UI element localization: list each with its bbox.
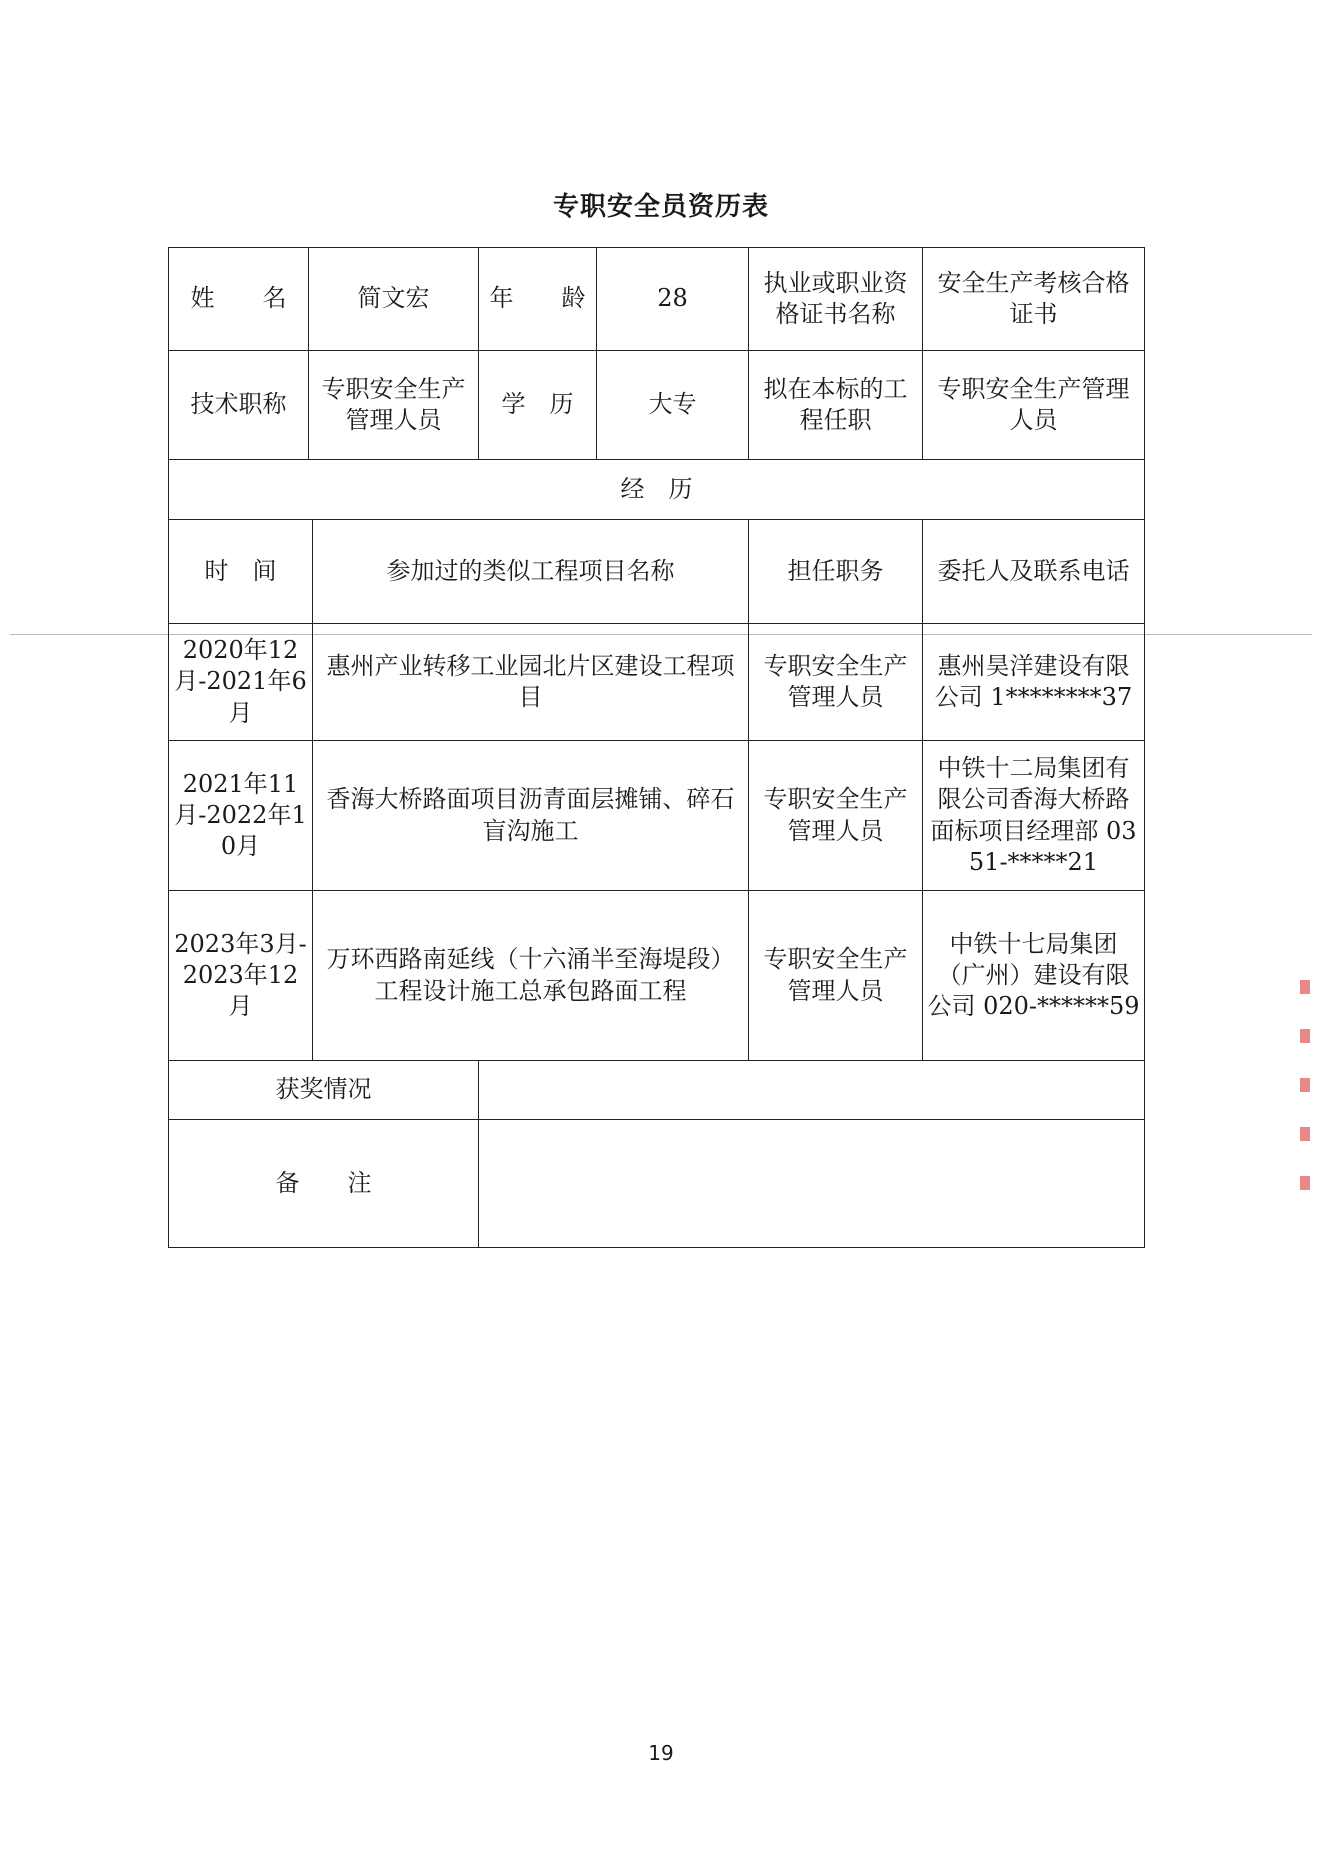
awards-row — [169, 1061, 1145, 1120]
remarks-label: 备 注 — [169, 1120, 479, 1248]
experience-time: 2021年11月-2022年10月 — [169, 741, 313, 891]
experience-project: 万环西路南延线（十六涌半至海堤段）工程设计施工总承包路面工程 — [313, 891, 749, 1061]
age-label: 年 龄 — [479, 248, 597, 351]
table-row — [169, 891, 1145, 1061]
time-header: 时 间 — [169, 520, 313, 624]
title-label: 技术职称 — [169, 351, 309, 460]
remarks-value — [479, 1120, 1145, 1248]
stamp-mark — [1300, 1127, 1310, 1141]
stamp-mark — [1300, 980, 1310, 994]
experience-time: 2020年12月-2021年6月 — [169, 624, 313, 741]
experience-time: 2023年3月-2023年12月 — [169, 891, 313, 1061]
experience-contact: 惠州昊洋建设有限公司 1********37 — [923, 624, 1145, 741]
stamp-mark — [1300, 1029, 1310, 1043]
role-header: 担任职务 — [749, 520, 923, 624]
education-value: 大专 — [597, 351, 749, 460]
experience-project: 香海大桥路面项目沥青面层摊铺、碎石盲沟施工 — [313, 741, 749, 891]
stamp-mark — [1300, 1176, 1310, 1190]
experience-role: 专职安全生产管理人员 — [749, 741, 923, 891]
experience-role: 专职安全生产管理人员 — [749, 624, 923, 741]
basic-info-row-2 — [169, 351, 1145, 460]
proposed-post-label: 拟在本标的工程任职 — [749, 351, 923, 460]
education-label: 学 历 — [479, 351, 597, 460]
page-number: 19 — [648, 1741, 674, 1765]
experience-contact: 中铁十二局集团有限公司香海大桥路面标项目经理部 0351-*****21 — [923, 741, 1145, 891]
experience-section-row — [169, 460, 1145, 520]
experience-section-label: 经 历 — [169, 460, 1145, 520]
red-stamp-edge-trace — [1300, 980, 1314, 1190]
table-row — [169, 741, 1145, 891]
name-label: 姓 名 — [169, 248, 309, 351]
basic-info-row-1 — [169, 248, 1145, 351]
awards-value — [479, 1061, 1145, 1120]
age-value: 28 — [597, 248, 749, 351]
table-row — [169, 624, 1145, 741]
proposed-post-value: 专职安全生产管理人员 — [923, 351, 1145, 460]
cert-name-value: 安全生产考核合格证书 — [923, 248, 1145, 351]
experience-header-row — [169, 520, 1145, 624]
remarks-row — [169, 1120, 1145, 1248]
contact-header: 委托人及联系电话 — [923, 520, 1145, 624]
experience-role: 专职安全生产管理人员 — [749, 891, 923, 1061]
document-title: 专职安全员资历表 — [552, 192, 769, 222]
project-header: 参加过的类似工程项目名称 — [313, 520, 749, 624]
stamp-mark — [1300, 1078, 1310, 1092]
title-value: 专职安全生产管理人员 — [309, 351, 479, 460]
experience-contact: 中铁十七局集团（广州）建设有限公司 020-******59 — [923, 891, 1145, 1061]
name-value: 简文宏 — [309, 248, 479, 351]
cert-name-label: 执业或职业资格证书名称 — [749, 248, 923, 351]
awards-label: 获奖情况 — [169, 1061, 479, 1120]
resume-table — [168, 247, 1145, 1248]
experience-project: 惠州产业转移工业园北片区建设工程项目 — [313, 624, 749, 741]
